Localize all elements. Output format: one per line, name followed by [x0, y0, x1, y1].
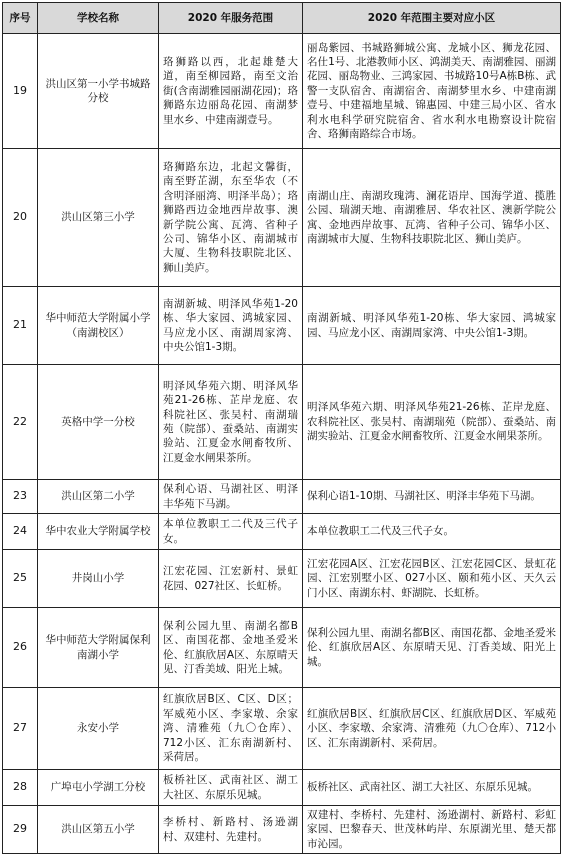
residential-areas: 南湖山庄、南湖玫瑰湾、澜花语岸、国海学道、揽胜公园、瑞湖天地、南湖雅居、华农社区、澳新学院公寓、金地西岸故事、瓦湾、省种子公司、锦华小区、南湖城市大厦、生物科技职院北区、狮山美庐。 [303, 149, 561, 287]
table-row [3, 287, 561, 365]
service-scope: 江宏花园、江宏新村、景虹花园、027社区、长虹桥。 [159, 550, 303, 608]
table-row [3, 688, 561, 770]
service-scope: 南湖新城、明泽风华苑1-20栋、华大家园、鸿城家园、马应龙小区、南湖周家湾、中央公馆1-3期。 [159, 287, 303, 365]
residential-areas: 双建村、李桥村、先建村、汤逊湖村、新路村、彩虹家园、巴黎春天、世茂林屿岸、东原湖光里、楚天都市沁园。 [303, 806, 561, 854]
residential-areas: 丽岛紫园、书城路狮城公寓、龙城小区、狮龙花园、名仕1号、北港教师小区、鸿湖美天、南湖雅园、丽湖花园、丽岛物业、三鸿家园、书城路10号A栋B栋、武警一支队宿舍、南湖宿舍、南湖梦里水乡、中建南湖壹号、中建福地星城、锦惠园、中建三局小区、省水利水电科学研究院宿舍、省水利水电勘察设计院宿舍、珞狮南路综合市场。 [303, 34, 561, 149]
school-name: 华中师范大学附属保利南湖小学 [38, 608, 159, 688]
residential-areas: 本单位教职工二代及三代子女。 [303, 514, 561, 550]
table-row [3, 365, 561, 480]
table-row [3, 550, 561, 608]
header-scope: 2020 年服务范围 [159, 3, 303, 34]
residential-areas: 明泽风华苑六期、明泽风华苑21-26栋、芷岸龙庭、农科院社区、张吴村、南湖瑞苑（院部）、蚕桑站、南湖实验站、江夏金水闸畜牧所、江夏金水闸果茶所。 [303, 365, 561, 480]
row-number: 22 [3, 365, 38, 480]
row-number: 21 [3, 287, 38, 365]
header-school: 学校名称 [38, 3, 159, 34]
table-row [3, 514, 561, 550]
school-name: 井岗山小学 [38, 550, 159, 608]
row-number: 20 [3, 149, 38, 287]
school-name: 洪山区第三小学 [38, 149, 159, 287]
row-number: 28 [3, 770, 38, 806]
residential-areas: 红旗欣居B区、红旗欣居C区、红旗欣居D区、军威苑小区、李家墩、余家湾、清雅苑（九〇仓库）、712小区、汇东南湖新村、采荷居。 [303, 688, 561, 770]
row-number: 26 [3, 608, 38, 688]
school-name: 永安小学 [38, 688, 159, 770]
school-name: 华中师范大学附属小学（南湖校区） [38, 287, 159, 365]
table-row [3, 608, 561, 688]
school-name: 洪山区第一小学书城路分校 [38, 34, 159, 149]
school-name: 华中农业大学附属学校 [38, 514, 159, 550]
row-number: 27 [3, 688, 38, 770]
row-number: 23 [3, 480, 38, 514]
service-scope: 红旗欣居B区、C区、D区；军威苑小区、李家墩、余家湾、清雅苑（九〇仓库）、712小区、汇东南湖新村、采荷居。 [159, 688, 303, 770]
row-number: 29 [3, 806, 38, 854]
school-name: 英格中学一分校 [38, 365, 159, 480]
header-seq: 序号 [3, 3, 38, 34]
service-scope: 本单位教职工二代及三代子女。 [159, 514, 303, 550]
service-scope: 板桥社区、武南社区、湖工大社区、东原乐见城。 [159, 770, 303, 806]
residential-areas: 南湖新城、明泽风华苑1-20栋、华大家园、鸿城家园、马应龙小区、南湖周家湾、中央公馆1-3期。 [303, 287, 561, 365]
table-row [3, 770, 561, 806]
service-scope: 保利心语、马湖社区、明泽丰华苑下马湖。 [159, 480, 303, 514]
service-scope: 保利公园九里、南湖名都B区、南国花都、金地圣爱米伦、红旗欣居A区、东原晴天见、汀香美域、阳光上城。 [159, 608, 303, 688]
residential-areas: 江宏花园A区、江宏花园B区、江宏花园C区、景虹花园、江宏别墅小区、027小区、颐和苑小区、天久云门小区、南湖东村、虾湖院、长虹桥。 [303, 550, 561, 608]
service-scope: 李桥村、新路村、汤逊湖村、双建村、先建村。 [159, 806, 303, 854]
service-scope: 珞狮路以西，北起雄楚大道，南至柳园路，南至文治街(含南湖雅园丽湖花园)；珞狮路东边丽岛花园、南湖梦里水乡、中建南湖壹号。 [159, 34, 303, 149]
school-name: 洪山区第五小学 [38, 806, 159, 854]
table-row [3, 149, 561, 287]
school-name: 广埠屯小学湖工分校 [38, 770, 159, 806]
table-row [3, 480, 561, 514]
table-row [3, 34, 561, 149]
row-number: 25 [3, 550, 38, 608]
row-number: 19 [3, 34, 38, 149]
school-district-table [2, 2, 561, 854]
residential-areas: 板桥社区、武南社区、湖工大社区、东原乐见城。 [303, 770, 561, 806]
service-scope: 明泽风华苑六期、明泽风华苑21-26栋、芷岸龙庭、农科院社区、张吴村、南湖瑞苑（院部）、蚕桑站、南湖实验站、江夏金水闸畜牧所、江夏金水闸果茶所。 [159, 365, 303, 480]
service-scope: 珞狮路东边，北起文馨街，南至野芷湖，东至华农（不含明泽丽湾、明泽半岛）；珞狮路西边金地西岸故事、澳新学院公寓、瓦湾、省种子公司、锦华小区、南湖城市大厦、生物科技职院北区、狮山美庐。 [159, 149, 303, 287]
residential-areas: 保利心语1-10期、马湖社区、明泽丰华苑下马湖。 [303, 480, 561, 514]
residential-areas: 保利公园九里、南湖名都B区、南国花都、金地圣爱米伦、红旗欣居A区、东原晴天见、汀香美域、阳光上城。 [303, 608, 561, 688]
table-row [3, 806, 561, 854]
row-number: 24 [3, 514, 38, 550]
header-row [3, 3, 561, 34]
header-areas: 2020 年范围主要对应小区 [303, 3, 561, 34]
school-name: 洪山区第二小学 [38, 480, 159, 514]
